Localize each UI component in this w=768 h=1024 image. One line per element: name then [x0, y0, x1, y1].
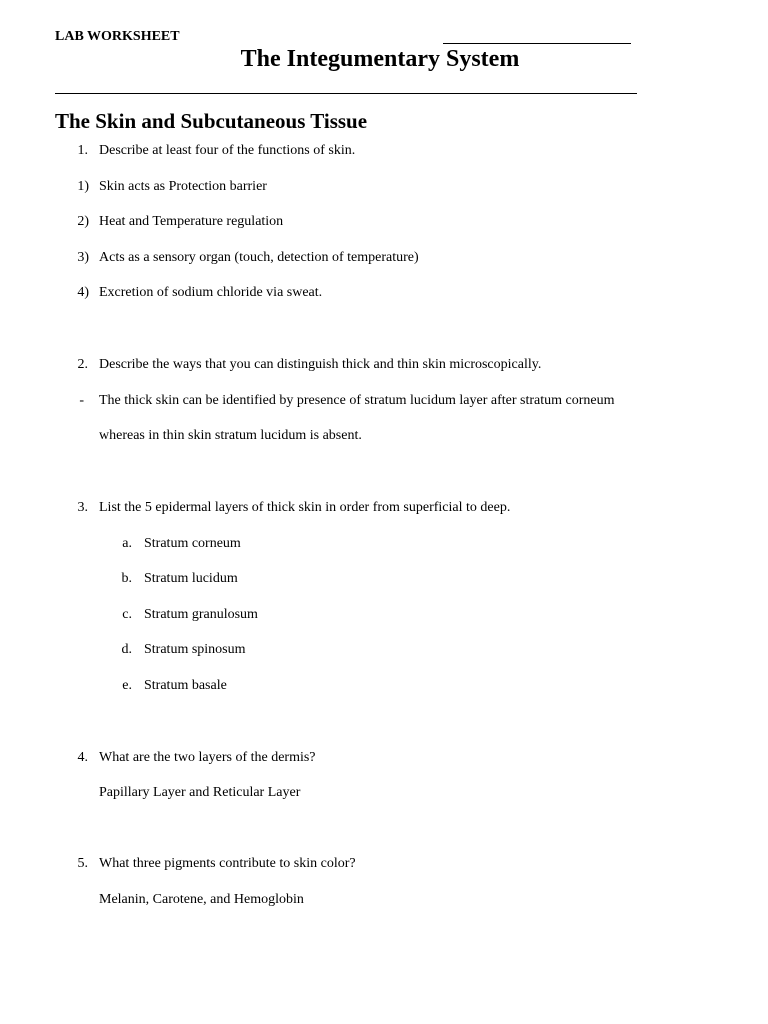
answer-text: Stratum corneum [144, 536, 241, 551]
question-text: Describe at least four of the functions of skin. [99, 143, 356, 158]
answer-marker: b. [121, 571, 132, 586]
worksheet-label: LAB WORKSHEET [55, 29, 180, 44]
answer-marker: 3) [77, 250, 89, 265]
question-number: 3. [77, 500, 88, 515]
question-text: List the 5 epidermal layers of thick skin in order from superficial to deep. [99, 500, 511, 515]
answer-text: Stratum lucidum [144, 571, 238, 586]
answer-text: Excretion of sodium chloride via sweat. [99, 285, 323, 300]
question-text: What are the two layers of the dermis? [99, 750, 316, 765]
answer-marker: 4) [77, 285, 89, 300]
answer-text: Skin acts as Protection barrier [99, 179, 267, 194]
answer-marker: 2) [77, 214, 89, 229]
question-number: 2. [77, 357, 88, 372]
page-title: The Integumentary System [240, 46, 520, 72]
question-number: 1. [77, 143, 88, 158]
answer-text: Stratum granulosum [144, 607, 258, 622]
answer-text-continued: whereas in thin skin stratum lucidum is absent. [99, 428, 362, 443]
answer-text: The thick skin can be identified by presence of stratum lucidum layer after stratum corneum [99, 393, 615, 408]
answer-text: Heat and Temperature regulation [99, 214, 284, 229]
answer-text: Melanin, Carotene, and Hemoglobin [99, 892, 304, 907]
answer-text: Stratum spinosum [144, 642, 246, 657]
title-divider [55, 93, 637, 94]
answer-text: Stratum basale [144, 678, 227, 693]
name-blank-line [443, 43, 631, 44]
answer-text: Papillary Layer and Reticular Layer [99, 785, 301, 800]
answer-text: Acts as a sensory organ (touch, detection of temperature) [99, 250, 419, 265]
answer-marker: - [79, 393, 84, 408]
question-text: What three pigments contribute to skin color? [99, 856, 356, 871]
answer-marker: a. [122, 536, 132, 551]
answer-marker: e. [122, 678, 132, 693]
section-heading: The Skin and Subcutaneous Tissue [55, 109, 368, 133]
question-number: 4. [77, 750, 88, 765]
answer-marker: 1) [77, 179, 89, 194]
answer-marker: c. [122, 607, 132, 622]
answer-marker: d. [121, 642, 132, 657]
question-number: 5. [77, 856, 88, 871]
question-text: Describe the ways that you can distinguish thick and thin skin microscopically. [99, 357, 542, 372]
